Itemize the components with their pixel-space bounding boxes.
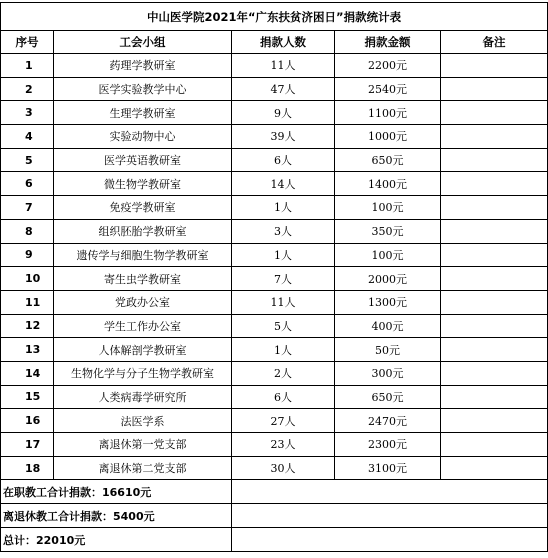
group-name: 党政办公室 [54,290,232,314]
donor-count: 11人 [232,54,335,78]
donor-count: 6人 [232,385,335,409]
group-name: 实验动物中心 [54,125,232,149]
note-cell [441,267,548,291]
group-name: 人体解剖学教研室 [54,338,232,362]
donor-count: 11人 [232,290,335,314]
donor-count: 47人 [232,77,335,101]
row-number: 4 [1,125,54,149]
donor-count: 5人 [232,314,335,338]
group-name: 微生物学教研室 [54,172,232,196]
total-active-label: 在职教工合计捐款：16610元 [1,480,232,504]
donation-amount: 2200元 [335,54,441,78]
donation-amount: 3100元 [335,456,441,480]
donor-count: 3人 [232,219,335,243]
header-row [1,31,548,54]
total-active-row [1,480,548,504]
note-cell [441,385,548,409]
table-row [1,338,548,362]
note-cell [441,54,548,78]
total-overall-row [1,528,548,552]
table-row [1,290,548,314]
donation-amount: 300元 [335,361,441,385]
total-retired-blank [232,504,548,528]
note-cell [441,433,548,457]
table-row [1,77,548,101]
table-row [1,125,548,149]
donation-amount: 2470元 [335,409,441,433]
row-number: 15 [1,385,54,409]
row-number: 6 [1,172,54,196]
table-row [1,219,548,243]
table-row [1,361,548,385]
table-row [1,433,548,457]
row-number: 7 [1,196,54,220]
row-number: 11 [1,290,54,314]
group-name: 生物化学与分子生物学教研室 [54,361,232,385]
table-row [1,148,548,172]
table-row [1,314,548,338]
table-row [1,101,548,125]
total-active-blank [232,480,548,504]
row-number: 16 [1,409,54,433]
donation-amount: 1000元 [335,125,441,149]
row-number: 3 [1,101,54,125]
group-name: 学生工作办公室 [54,314,232,338]
row-number: 8 [1,219,54,243]
donation-amount: 400元 [335,314,441,338]
row-number: 14 [1,361,54,385]
table-title: 中山医学院2021年“广东扶贫济困日”捐款统计表 [1,3,548,31]
donation-amount: 100元 [335,243,441,267]
table-row [1,385,548,409]
header-group: 工会小组 [54,31,232,54]
donation-amount: 1400元 [335,172,441,196]
group-name: 医学英语教研室 [54,148,232,172]
note-cell [441,196,548,220]
note-cell [441,148,548,172]
group-name: 寄生虫学教研室 [54,267,232,291]
group-name: 生理学教研室 [54,101,232,125]
donation-amount: 50元 [335,338,441,362]
row-number: 1 [1,54,54,78]
table-row [1,243,548,267]
group-name: 法医学系 [54,409,232,433]
row-number: 18 [1,456,54,480]
group-name: 医学实验教学中心 [54,77,232,101]
group-name: 药理学教研室 [54,54,232,78]
total-overall-label: 总计：22010元 [1,528,232,552]
row-number: 17 [1,433,54,457]
row-number: 12 [1,314,54,338]
donation-amount: 350元 [335,219,441,243]
note-cell [441,361,548,385]
donor-count: 9人 [232,101,335,125]
note-cell [441,290,548,314]
total-retired-label: 离退休教工合计捐款：5400元 [1,504,232,528]
note-cell [441,243,548,267]
donation-amount: 2300元 [335,433,441,457]
donation-amount: 100元 [335,196,441,220]
group-name: 组织胚胎学教研室 [54,219,232,243]
table-row [1,172,548,196]
header-note: 备注 [441,31,548,54]
note-cell [441,219,548,243]
row-number: 9 [1,243,54,267]
table-row [1,456,548,480]
donor-count: 30人 [232,456,335,480]
row-number: 10 [1,267,54,291]
donation-amount: 1100元 [335,101,441,125]
donor-count: 1人 [232,243,335,267]
donation-amount: 650元 [335,148,441,172]
donation-amount: 650元 [335,385,441,409]
row-number: 13 [1,338,54,362]
donation-table [0,2,548,552]
donation-amount: 2000元 [335,267,441,291]
note-cell [441,409,548,433]
note-cell [441,314,548,338]
header-no: 序号 [1,31,54,54]
donor-count: 1人 [232,338,335,362]
header-count: 捐款人数 [232,31,335,54]
title-row [1,3,548,31]
donation-amount: 2540元 [335,77,441,101]
donor-count: 1人 [232,196,335,220]
donor-count: 14人 [232,172,335,196]
donor-count: 7人 [232,267,335,291]
donor-count: 6人 [232,148,335,172]
donation-amount: 1300元 [335,290,441,314]
row-number: 5 [1,148,54,172]
group-name: 人类病毒学研究所 [54,385,232,409]
table-row [1,267,548,291]
header-amount: 捐款金额 [335,31,441,54]
group-name: 免疫学教研室 [54,196,232,220]
table-row [1,54,548,78]
donor-count: 23人 [232,433,335,457]
note-cell [441,77,548,101]
note-cell [441,338,548,362]
group-name: 离退休第一党支部 [54,433,232,457]
note-cell [441,101,548,125]
note-cell [441,172,548,196]
table-row [1,409,548,433]
donor-count: 2人 [232,361,335,385]
total-overall-blank [232,528,548,552]
row-number: 2 [1,77,54,101]
note-cell [441,125,548,149]
group-name: 离退休第二党支部 [54,456,232,480]
note-cell [441,456,548,480]
table-row [1,196,548,220]
donor-count: 39人 [232,125,335,149]
donor-count: 27人 [232,409,335,433]
group-name: 遗传学与细胞生物学教研室 [54,243,232,267]
total-retired-row [1,504,548,528]
